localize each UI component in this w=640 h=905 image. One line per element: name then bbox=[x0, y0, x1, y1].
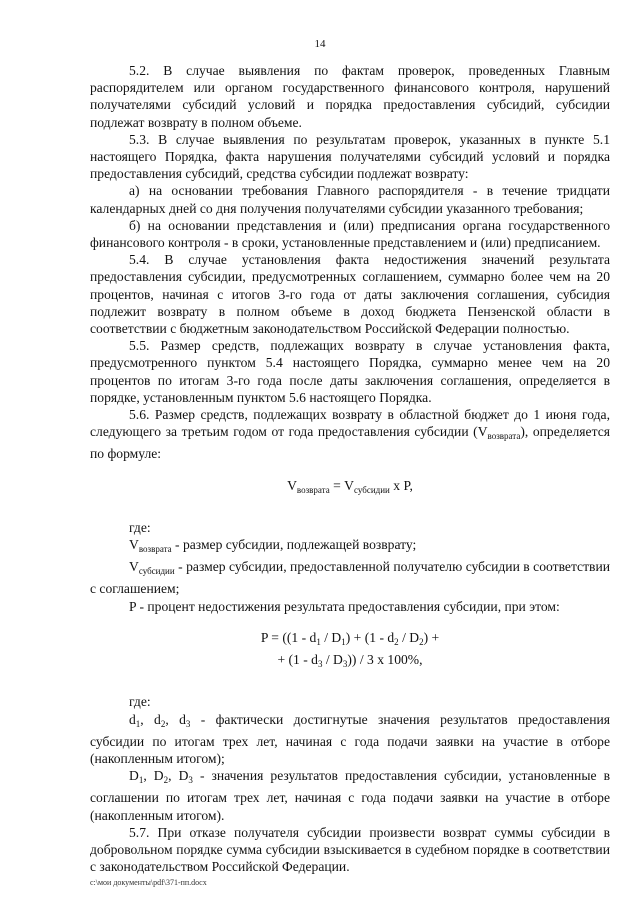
definition-d-capital: $D_1$, $D_2$, $D_3$ - значения результатов предоставления субсидии, установленные в соглашении по итогам трех лет, начиная с года подачи заявки на участие в отборе (накопленным итогом). bbox=[90, 768, 610, 823]
formula-return-amount: $V_{возврата} = V_{субсидии}$ х P, bbox=[287, 477, 413, 495]
paragraph-5-3: 5.3. В случае выявления по результатам проверок, указанных в пункте 5.1 настоящего Порядка, факта нарушения получателями субсидий условий и порядка предоставления субсидий, средства субсидии подлежат возврату: bbox=[90, 131, 610, 182]
definition-d-small: $d_1$, $d_2$, $d_3$ - фактически достигнутые значения результатов предоставления субсидии по итогам трех лет, начиная с года подачи заявки на участие в отборе (накопленным итогом); bbox=[90, 711, 611, 766]
definition-p: P - процент недостижения результата предоставления субсидии, при этом: bbox=[129, 598, 560, 614]
footer-file-path: c:\мои документы\pdf\371-пп.docx bbox=[90, 878, 207, 887]
formula-percentage-line-2: + $(1 - d_3 / D_3)) / 3$ х 100%, bbox=[277, 652, 423, 670]
formula-percentage bbox=[90, 629, 610, 673]
paragraph-5-3-a: а) на основании требования Главного распорядителя - в течение тридцати календарных дней со дня получения получателями субсидии указанного требования; bbox=[90, 183, 610, 216]
document-body bbox=[90, 62, 610, 875]
where-label-1: где: bbox=[129, 519, 151, 535]
page-number: 14 bbox=[314, 38, 326, 50]
paragraph-5-6: 5.6. Размер средств, подлежащих возврату в областной бюджет до 1 июня года, следующего за третьим годом от года предоставления субсидии $(V_{возврата})$, определяется по формуле: bbox=[90, 407, 610, 462]
definition-v-subsidy: $V_{субсидии}$ - размер субсидии, предоставленной получателю субсидии в соответствии с соглашением; bbox=[90, 559, 610, 597]
where-label-2: где: bbox=[129, 694, 151, 710]
definition-v-return: $V_{возврата}$ - размер субсидии, подлежащей возврату; bbox=[129, 537, 417, 555]
paragraph-5-2: 5.2. В случае выявления по фактам проверок, проведенных Главным распорядителем или органом государственного финансового контроля, нарушений получателями субсидий условий и порядка предоставления субсидий, субсидии подлежат возврату в полном объеме. bbox=[90, 63, 610, 130]
paragraph-5-7: 5.7. При отказе получателя субсидии произвести возврат суммы субсидии в добровольном порядке сумма субсидии взыскивается в судебном порядке в соответствии с законодательством Российской Федерации. bbox=[90, 824, 610, 875]
formula-percentage-line-1: $P = ((1 - d_1 / D_1) + (1 - d_2 / D_2)$ + bbox=[260, 629, 440, 647]
paragraph-5-5: 5.5. Размер средств, подлежащих возврату в случае установления факта, предусмотренного пунктом 5.4 настоящего Порядка, суммарно менее чем на 20 процентов по итогам 3-го года после даты заключения соглашения, определяется в порядке, установленным пунктом 5.6 настоящего Порядка. bbox=[90, 338, 610, 405]
paragraph-5-4: 5.4. В случае установления факта недостижения значений результата предоставления субсидии, предусмотренных соглашением, суммарно более чем на 20 процентов, начиная с итогов 3-го года от даты заключения соглашения, субсидия подлежит возврату в полном объеме в доход бюджета Пензенской области в соответствии с бюджетным законодательством Российской Федерации полностью. bbox=[90, 252, 610, 337]
paragraph-5-3-b: б) на основании представления и (или) предписания органа государственного финансового контроля - в сроки, установленные представлением и (или) предписанием. bbox=[90, 217, 610, 251]
